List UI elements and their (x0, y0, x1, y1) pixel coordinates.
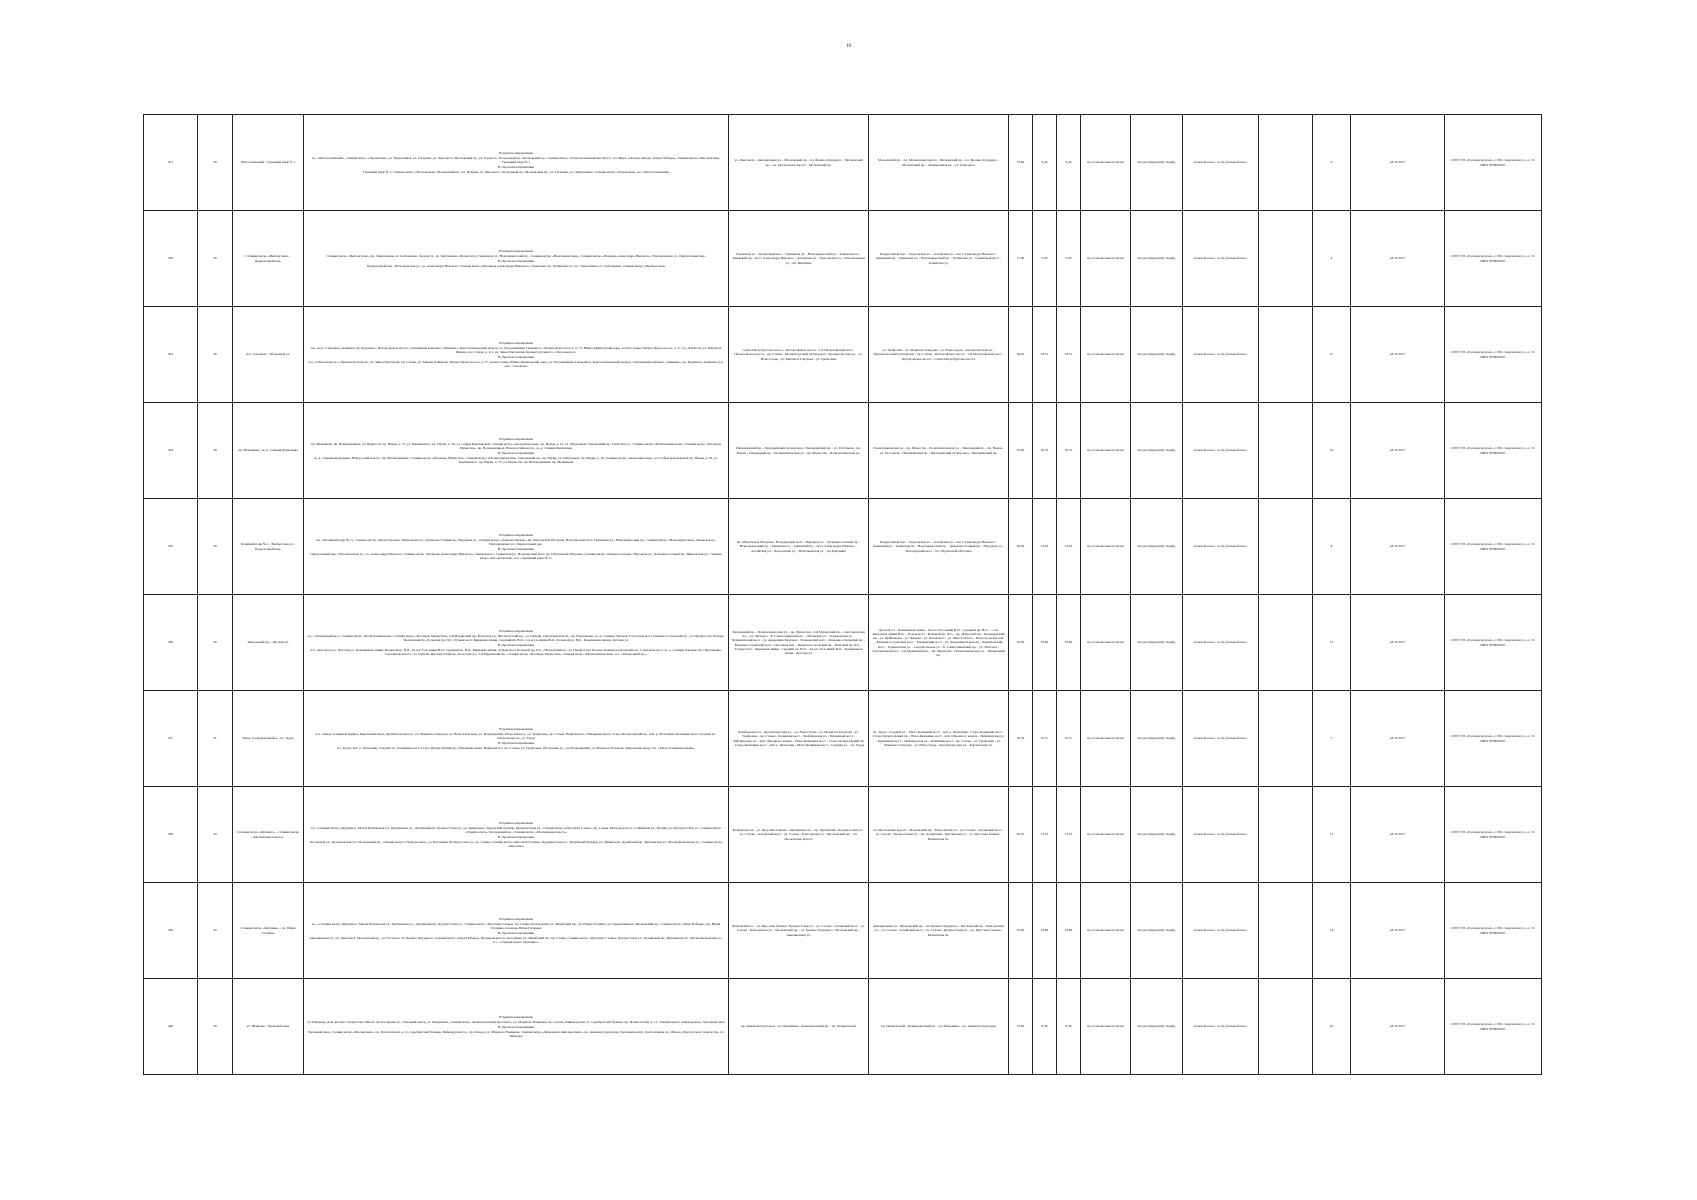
route-name: Малоохтинский - Троицкий парк № 1 (233, 115, 304, 211)
operator: СПб ГУП «Горэлектротранс», СПб, Сызранская ул., д. 15, ИНН 7830001927 (1445, 691, 1542, 787)
table-row (144, 691, 1542, 787)
route-stops (304, 595, 729, 691)
backward-label: В обратном направлении (497, 931, 535, 936)
registry-number: 435 (144, 499, 198, 595)
route-name: Станция метро «Выборгская» - Переулочный пер. (233, 211, 304, 307)
streets-backward: Детская ул. - Кожевенная линия - 22-я и 23-я линии В.О. - Средний пр. В.О. - 1-я и Кадетская линии В.О. - Тучков мост - Большой пр. П.С. - пр. Добролюбова - Кронверкский пр. - ул. Куйбышева - ул. Чапаева - ул. Котовского - ул. Льва Толстого - Петроградская наб. - Каменноостровский мост - Ушаковский мост - ул. Академика Крылова - Черняховский мост - Торжковская ул. - Сердобольская ул. - Б. Сампсониевский пр. - ул. Энгельса - Светлановская пл. - 2-й Муринский пр. - пр. Мужества - Политехническая ул. - Тихорецкий пр. (869, 595, 1009, 691)
streets-forward: Тихорецкий пр. - Политехническая ул. - пр. Мужества - 2-й Муринский пр. - Светлановская пл. - ул. Энгельса - Б. Сампсониевский пр. - Литовская ул. - Торжковская ул. - Черняховский мост - ул. Академика Крылова - Ушаковский мост - Каменноостровский пр. - Каменноостровский мост - Песочная наб. - Каменноостровский пр. - Большой пр. П.С. - Тучков мост - Биржевая линия - Средний пр. В.О. - 22-я и 23-я линии В.О. - Кожевенная линия - Детская ул. (729, 595, 869, 691)
streets-forward: Балканская пл. - ул. Ярослава Гашека - Купчинская ул. - пр. Дунайский - Бухарестская ул. - ул. Салова - Алтайский мост - ул. Салова - Благодатная ул. - Московский пр. - пл. Московские ворота (729, 787, 869, 883)
table-row (144, 499, 1542, 595)
backward-label: В обратном направлении (497, 547, 535, 552)
streets-forward: Корабельная ул. - Кронштадтская ул. - ул. Новостроек - ул. Маршала Говорова - ул. Трефолева - пр. Стачек - Калинкин мост - Лифляндская ул. - Бумажный мост - Лифляндская ул. - наб. Обводного канала - Ново-Калинкин мост - Старо-Петергофский пр. - Старо-Калинкин мост - наб. р. Фонтанки - Мало-Калинкин мост - Садовая ул. - пл. Труда (729, 691, 869, 787)
backward-label: В обратном направлении (497, 259, 535, 264)
tariff: По регулируемому тарифу (1131, 787, 1183, 883)
start-date: 18.12.2015 (1351, 499, 1445, 595)
stop-order: на остановочных пунктах (1081, 307, 1131, 403)
vehicle-class: большой класс, особо большой класс (1183, 403, 1259, 499)
vehicle-count: 4 (1313, 211, 1351, 307)
backward-stops: Переулочный пер., Исполкомская ул., ул. Александра Невского, станция метро «Площадь Александра Невского», Заневская пл., Гранитная ул., Володарский мост, пр. Обуховской Обороны, станция метро «Ломоносовская», Народная ул., Дальневосточный пр., Ивановская ул., станция метро «Пролетарская», п.к. «Троицкий парк № 1» (310, 551, 722, 561)
tariff: По регулируемому тарифу (1131, 883, 1183, 979)
streets-backward: ул. Трефолева - ул. Маршала Говорова - ул. Новостроек - Кронштадтская ул. - Кронштадтский путепровод - пр. Стачек - Петергофское шоссе - 1-й Петергофский мост - Петергофское шоссе - Санкт-Петербургское шоссе (869, 307, 1009, 403)
registry-body (144, 115, 1542, 1075)
stop-order: на остановочных пунктах (1081, 595, 1131, 691)
vehicle-count: 12 (1313, 787, 1351, 883)
length-backward: 6,30 (1057, 979, 1081, 1075)
forward-label: В прямом направлении (499, 1015, 533, 1020)
length-forward: 10,35 (1033, 403, 1057, 499)
tariff: По регулируемому тарифу (1131, 595, 1183, 691)
backward-label: В обратном направлении (497, 1024, 535, 1029)
streets-forward: Пискарёвский пр. - Пискарёвский путепровод - Пискарёвский пр. - ул. Руставели - пр. Науки - Тихорецкий пр. - Политехническая ул. - пр. Мужества - Политехническая ул. (729, 403, 869, 499)
length-forward: 18,10 (1033, 307, 1057, 403)
streets-backward: Московский пр. - пл. Московские ворота - Московский пр. - пл. Бранно Огрудного - Московский пр. - Авиационная ул. - ул. Ленсовета (869, 115, 1009, 211)
table-row (144, 307, 1542, 403)
route-name: пос. Стрельна - Оборонная ул. (233, 307, 304, 403)
vehicle-count: 10 (1313, 979, 1351, 1075)
length-backward: 5,65 (1057, 211, 1081, 307)
operator: СПб ГУП «Горэлектротранс», СПб, Сызранская ул., д. 15, ИНН 7830001927 (1445, 787, 1542, 883)
route-stops (304, 115, 729, 211)
route-name: Завод «Северная верфь» - пл. Труда (233, 691, 304, 787)
vehicle-class: большой класс, особо большой класс (1183, 979, 1259, 1075)
empty-cell (1259, 595, 1313, 691)
streets-forward: Балканская пл. - ул. Ярослава Гашека - Бухарестская ул. - ул. Салова - Алтайский мост - ул. Салова - Благодатная ул. - Московский пр. - ул. Бранно Огрудного - Московский пр. - Авиационная ул. (729, 883, 869, 979)
operator: СПб ГУП «Горэлектротранс», СПб, Сызранская ул., д. 15, ИНН 7830001927 (1445, 979, 1542, 1075)
length-total: 36,20 (1009, 307, 1033, 403)
vehicle-count: 27 (1313, 307, 1351, 403)
route-number: 45 (198, 883, 233, 979)
empty-cell (1259, 403, 1313, 499)
backward-label: В обратном направлении (497, 741, 535, 746)
backward-stops: п.к. «Оборонная ул.», Кронштадтская пл., ул. Зины Портновой, пр. Стачек, ул. Маршала Жукова, Петергофское шоссе, д. 57, Аллея Славы, Южно-Приморский парк, ул. Пограничника Гарькавого, Константиновский дворец, спортивный комплекс «Ленинец», пр. Буденного, Каменка, п.к. «пос. Стрельна» (308, 359, 724, 369)
vehicle-count: 14 (1313, 883, 1351, 979)
empty-cell (1259, 307, 1313, 403)
registry-number: 440 (144, 979, 198, 1075)
length-forward: 9,15 (1033, 691, 1057, 787)
empty-cell (1259, 211, 1313, 307)
empty-cell (1259, 787, 1313, 883)
stop-order: на остановочных пунктах (1081, 115, 1131, 211)
length-backward: 10,55 (1057, 403, 1081, 499)
length-backward: 9,20 (1057, 115, 1081, 211)
vehicle-class: большой класс, особо большой класс (1183, 883, 1259, 979)
vehicle-count: 16 (1313, 403, 1351, 499)
route-stops (304, 403, 729, 499)
route-stops (304, 883, 729, 979)
stop-order: на остановочных пунктах (1081, 691, 1131, 787)
forward-stops: ул. Шаврова, Дом детского творчества, Школа, Долгоозёрная ул., Торговый центр, ул. Ильюшина, станция метро «Комендантский проспект», ул. Маршала Новикова, пр. Сизова, Байконурская ул., Серебристый бульвар, пр. Испытателей, д. 11, станция метро «Пионерская», Удельный парк (307, 1020, 725, 1025)
forward-label: В прямом направлении (499, 437, 533, 442)
route-number: 38 (198, 403, 233, 499)
stop-order: на остановочных пунктах (1081, 211, 1131, 307)
forward-label: В прямом направлении (499, 917, 533, 922)
length-total: 11,30 (1009, 211, 1033, 307)
length-total: 26,50 (1009, 787, 1033, 883)
tariff: По регулируемому тарифу (1131, 115, 1183, 211)
length-total: 18,30 (1009, 691, 1033, 787)
streets-backward: пр. Испытателей - Комендантский пр. - ул. Ильюшина - пр. Авиаконструкторов (869, 979, 1009, 1075)
route-number: 39 (198, 499, 233, 595)
length-backward: 19,80 (1057, 595, 1081, 691)
operator: СПб ГУП «Горэлектротранс», СПб, Сызранская ул., д. 15, ИНН 7830001927 (1445, 595, 1542, 691)
backward-stops: Троицкий парк № 1, станция метро «Московская», Московский пр., пл. Победы, ул. Ленсовета, Загородный пр., Московский пр., ул. Гагарина, ул. Энергетиков, станция метро «Ладожская», п.с. «Малоохтинский» (362, 170, 670, 175)
tariff: По регулируемому тарифу (1131, 499, 1183, 595)
vehicle-count: 7 (1313, 691, 1351, 787)
start-date: 18.12.2015 (1351, 979, 1445, 1075)
route-name: ул. Шаврова - Удельный парк (233, 979, 304, 1075)
vehicle-class: большой класс, особо большой класс (1183, 307, 1259, 403)
stop-order: на остановочных пунктах (1081, 787, 1131, 883)
streets-backward: Авиационная ул. - Московский пр. - пл. Бранно Огрудного - Московский пр. - Благодатная ул. - ул. Салова - Алтайский мост - ул. Салова - Бухарестская ул. - ул. Ярослава Гашека - Балканская пл. (869, 883, 1009, 979)
vehicle-class: большой класс, особо большой класс (1183, 787, 1259, 883)
backward-stops: Заставская ул., Кузнецовская ул., Московский пр., станция метро «Электросила», ул. Бассейная, Бухарестская ул., пр. Славы, станция метро «Проспект Славы», Будапештская ул., Загребский бульвар, ул. Димитрова, Дунайский пр., Купчинская ул., Малая Балканская ул., станция метро «Купчино» (309, 839, 723, 849)
backward-stops: пл. Труда, наб. р. Фонтанки, Садовая ул., Калинкин мост, Старо-Петергофский пр., Обводный канал, Нарвская пл., пр. Стачек, ул. Трефолева, Оборонная ул., ул. Возрождения, ул. Маршала Говорова, Кировский завод, п.к. «Завод «Северная верфь» (337, 746, 695, 751)
route-stops (304, 691, 729, 787)
backward-stops: п.к. «Детская ул.», Детская ул., Кожевенная линия, Большой пр. В.О., 22-я и 23-я линии В.О., Средний пр. В.О., Биржевая линия, Тучков мост, Большой пр. П.С., Чкаловский пр., ул. Профессора Попова, Каменноостровский пр., Строганов мост, ж.-д. станция Ланская, пр. Пархоменко, Светлановская пл., ул. Орбели, Институтский пр., Болотная ул., 2-й Муринский пр., станция метро «Площадь Мужества», станция метро «Политехническая», п.с. «Тихорецкий пр.» (310, 647, 722, 657)
page-number: 10 (846, 44, 851, 49)
operator: СПб ГУП «Горэлектротранс», СПб, Сызранская ул., д. 15, ИНН 7830001927 (1445, 211, 1542, 307)
table-row (144, 403, 1542, 499)
streets-backward: пл. Московские ворота - Московский пр. - Благодатная ул. - ул. Салова - Алтайский мост - ул. Салова - Бухарестская ул. - пр. Дунайский - Купчинская ул. - ул. Ярослава Гашека - Балканская пл. (869, 787, 1009, 883)
vehicle-count: 8 (1313, 499, 1351, 595)
streets-backward: Переулочный пер. - Херсонская ул. - Алтайская ул. - мост Александра Невского - Заневский пр. - Заневская пл. - Новочеркасский пр. - Дальневосточный пр. - Народная ул. - Володарский мост - пр. Обуховской Обороны (869, 499, 1009, 595)
table-row (144, 979, 1542, 1075)
route-stops (304, 787, 729, 883)
length-forward: 14,80 (1033, 883, 1057, 979)
length-backward: 14,80 (1057, 883, 1081, 979)
route-number: 29 (198, 115, 233, 211)
streets-forward: Санкт-Петербургское шоссе - Петергофское шоссе - 1-й Петергофский мост - Петергофское шоссе - пр. Стачек - Кронштадтский путепровод - Кронштадтская ул. - ул. Новостроек - ул. Маршала Говорова - ул. Трефолева (729, 307, 869, 403)
start-date: 18.12.2015 (1351, 883, 1445, 979)
backward-label: В обратном направлении (497, 643, 535, 648)
streets-forward: ул. Ленсовета - Авиационная ул. - Московский пр. - пл. Бранно Огрудного - Московский пр. - пл. Московские ворота - Московский пр. (729, 115, 869, 211)
vehicle-class: большой класс, особо большой класс (1183, 691, 1259, 787)
streets-forward: пр. Обуховской Обороны - Володарский мост - Народная ул. - Дальневосточный пр. - Новочеркасский пр. - Заневская пл. - Заневский пр. - мост Александра Невского - Алтайская ул. - Херсонская ул. - Исполкомская ул. - пр. Бакунина (729, 499, 869, 595)
stop-order: на остановочных пунктах (1081, 403, 1131, 499)
start-date: 18.12.2015 (1351, 115, 1445, 211)
length-backward: 14,20 (1057, 499, 1081, 595)
forward-label: В прямом направлении (499, 249, 533, 254)
registry-number: 436 (144, 595, 198, 691)
forward-label: В прямом направлении (499, 821, 533, 826)
registry-number: 431 (144, 115, 198, 211)
length-backward: 13,25 (1057, 787, 1081, 883)
route-number: 40 (198, 595, 233, 691)
length-forward: 13,25 (1033, 787, 1057, 883)
forward-stops: п.с. «Тихорецкий пр.», станция метро «Политехническая», станция метро «Площадь Мужества», 2-й Муринский пр., Болотная ул., Институтский пр., ул. Орбели, Светлановская пл., пр. Пархоменко, ж.-д. станция Ланская, Строганов мост, Каменноостровский пр., ул. Профессора Попова, Чкаловский пр., Большой пр. П.С., Тучков мост, Биржевая линия, Средний пр. В.О., 1-я и 2-я линии В.О., Большой пр. В.О., Кожевенная линия, Детская ул. (307, 634, 725, 643)
route-number: 49 (198, 979, 233, 1075)
forward-label: В прямом направлении (499, 533, 533, 538)
start-date: 18.12.2015 (1351, 787, 1445, 883)
start-date: 18.12.2015 (1351, 691, 1445, 787)
vehicle-class: большой класс, особо большой класс (1183, 595, 1259, 691)
vehicle-count: 9 (1313, 115, 1351, 211)
length-total: 29,60 (1009, 883, 1033, 979)
backward-stops: Авиационная ул., ул. Ленсовета, Московский пр., ул. Гастелло, пл. Бранно Огрудного, станция метро «Парк Победы», Кузнецовская ул., Бассейная ул., Витебский пр., пр. Славы, станция метро «Проспект Славы», Бухарестская ул., Дунайский пр., Купчинская ул., Малая Балканская ул., п.с. «станция метро «Купчино» (309, 935, 723, 945)
empty-cell (1259, 499, 1313, 595)
registry-number: 439 (144, 883, 198, 979)
registry-number: 438 (144, 787, 198, 883)
registry-number: 433 (144, 307, 198, 403)
table-row (144, 883, 1542, 979)
empty-cell (1259, 115, 1313, 211)
length-forward: 6,30 (1033, 979, 1057, 1075)
length-total: 28,40 (1009, 499, 1033, 595)
tariff: По регулируемому тарифу (1131, 979, 1183, 1075)
start-date: 18.12.2015 (1351, 595, 1445, 691)
table-row (144, 115, 1542, 211)
forward-label: В прямом направлении (499, 151, 533, 156)
empty-cell (1259, 979, 1313, 1075)
operator: СПб ГУП «Горэлектротранс», СПб, Сызранская ул., д. 15, ИНН 7830001927 (1445, 403, 1542, 499)
route-number: 36 (198, 307, 233, 403)
route-number: 30 (198, 211, 233, 307)
backward-label: В обратном направлении (497, 451, 535, 456)
length-forward: 9,20 (1033, 115, 1057, 211)
length-backward: 9,15 (1057, 691, 1081, 787)
forward-label: В прямом направлении (499, 629, 533, 634)
length-forward: 14,20 (1033, 499, 1057, 595)
streets-forward: пр. Авиаконструкторов - ул. Ильюшина - Комендантский пр. - пр. Испытателей (729, 979, 869, 1075)
length-forward: 19,80 (1033, 595, 1057, 691)
tariff: По регулируемому тарифу (1131, 403, 1183, 499)
table-row (144, 787, 1542, 883)
vehicle-count: 15 (1313, 595, 1351, 691)
route-registry-table (143, 114, 1542, 1075)
vehicle-class: большой класс, особо большой класс (1183, 499, 1259, 595)
start-date: 18.12.2015 (1351, 307, 1445, 403)
backward-stops: Переулочный пер., Исполкомская ул., ул. Александра Невского, станция метро «Площадь Александра Невского», Заневская пл., Гранитная ул., пр. Энергетиков, по требованию, станция метро «Выборгская» (366, 263, 666, 268)
forward-stops: п.с. «станция метро «Купчино», Малая Балканская ул., Купчинская ул., Дунайский пр., Бухарестская ул., ул. Димитрова, Загребский бульвар, Будапештская ул., станция метро «Проспект Славы», пр. Славы, Белградская ул., Софийская ул., Фучика ул., Бухарестская ул., станция метро «Электросила», Московский пр., станция метро «Московские ворота» (310, 826, 722, 835)
forward-stops: п.к. «пос. Стрельна», Каменка, пр. Буденного, Петергофское шоссе, спортивный комплекс «Ленинец», Константиновский дворец, ул. Пограничника Гарькавого, Петергофское шоссе, д. 73, Южно-Приморский парк, Аллея Славы, Петергофское шоссе, д. 57, ул. Доблести, ул. Маршала Жукова, пр. Стачек, д. 111, ул. Зины Портновой, Кронштадтская пл., Оборонная ул. (310, 346, 722, 355)
forward-stops: п.к. «Завод «Северная верфь», Кировский завод, Кронштадтская ул., ул. Маршала Говорова, ул. Васи Алексеева, ул. Возрождения, Оборонная ул., ул. Трефолева, пр. Стачек, Нарвская пл., Обводный канал, Старо-Петергофский пр., наб. р. Фонтанки, Калинкин мост, Садовая ул., Театральная пл., ул. Труда (315, 732, 717, 741)
table-row (144, 595, 1542, 691)
forward-stops: п.с. «Малоохтинский», станция метро «Ладожская», ул. Энергетиков, ул. Гагарина, ул. Ленсовета, Московский пр., ул. Горького, Загородный пр., Московский пр., станция метро «Технологический институт», пл. Мира, площадь Звезда, «Парк Победы», станция метро «Московская», Троицкий парк № 1 (311, 156, 721, 165)
table-row (144, 211, 1542, 307)
route-name: пр. Мечникова - ж.-д. станция Кушелевка (233, 403, 304, 499)
vehicle-class: большой класс, особо большой класс (1183, 115, 1259, 211)
route-name: Станция метро «Купчино» - станция метро «Московские ворота» (233, 787, 304, 883)
forward-stops: пр. Мечникова, пр. Непокорённых, ул. Верности, пр. Науки, д. 75, ул. Карпинского, пр. Науки, д. 30, ул. Софьи Ковалевской, станция метро «Академическая», пр. Науки, д. 10, ул. Обручевых, Тихорецкий пр., Гжатская ул., станция метро «Политехническая», станция метро «Площадь Мужества», пр. Непокорённых, Новороссийская ул., ж.-д. станция Кушелевка (310, 442, 722, 451)
route-name: Станция метро «Купчино» - пл. Юрия Гагарина (233, 883, 304, 979)
route-stops (304, 499, 729, 595)
registry-number: 432 (144, 211, 198, 307)
forward-stops: п.с. «станция метро «Купчино», Малая Балканская ул., Купчинская ул., Дунайский пр., Бухарестская ул., станция метро «Проспект Славы», пр. Славы, Белградская ул., Витебский пр., пр. Юрия Гагарина, ул. Орджоникидзе, Московский пр., станция метро «Парк Победы», пр. Юрия Гагарина, площадь Юрия Гагарина (311, 922, 721, 931)
route-stops (304, 307, 729, 403)
stop-order: на остановочных пунктах (1081, 499, 1131, 595)
operator: СПб ГУП «Горэлектротранс», СПб, Сызранская ул., д. 15, ИНН 7830001927 (1445, 883, 1542, 979)
registry-number: 434 (144, 403, 198, 499)
streets-forward: Гранитная ул. - Гранитный мост - Гранитная ул. - Новочеркасский пр. - Заневская пл. - Заневский пр. - мост Александра Невского - Алтайская ул. - Херсонская ул. - Исполкомская ул. - пр. Бакунина (729, 211, 869, 307)
tariff: По регулируемому тарифу (1131, 211, 1183, 307)
start-date: 18.12.2015 (1351, 211, 1445, 307)
route-name: Тихорецкий пр. - Детская ул. (233, 595, 304, 691)
route-stops (304, 211, 729, 307)
route-number: 43 (198, 787, 233, 883)
length-total: 20,90 (1009, 403, 1033, 499)
stop-order: на остановочных пунктах (1081, 979, 1131, 1075)
stop-order: на остановочных пунктах (1081, 883, 1131, 979)
backward-label: В обратном направлении (497, 165, 535, 170)
registry-number: 437 (144, 691, 198, 787)
length-total: 15,60 (1009, 115, 1033, 211)
operator: СПб ГУП «Горэлектротранс», СПб, Сызранская ул., д. 15, ИНН 7830001927 (1445, 499, 1542, 595)
length-total: 12,60 (1009, 979, 1033, 1075)
forward-label: В прямом направлении (499, 341, 533, 346)
length-backward: 18,10 (1057, 307, 1081, 403)
empty-cell (1259, 883, 1313, 979)
streets-backward: Политехническая ул. - пр. Мужества - Политехническая ул. - Тихорецкий пр. - пр. Науки - ул. Руставели - Пискарёвский пр. - Пискарёвский путепровод - Пискарёвский пр. (869, 403, 1009, 499)
streets-backward: пл. Труда - Садовая ул. - Мало-Калинкин мост - наб. р. Фонтанки - Старо-Калинкин мост - Старо-Петергофский пр. - Ново-Калинкин мост - наб. Обводного канала - Лифляндская ул. - Бумажный мост - Лифляндская ул. - Калинкин мост - пр. Стачек - ул. Трефолева - ул. Маршала Говорова - ул. Новостроек - Кронштадтская ул. - Корабельная ул. (869, 691, 1009, 787)
streets-backward: Переулочный пер. - Херсонская ул. - Алтайская ул. - мост Александра Невского - Заневский пр. - Заневская пл. - Новочеркасский пр. - Гранитная ул. - Гранитный мост - Гранитная ул. (869, 211, 1009, 307)
vehicle-class: большой класс, особо большой класс (1183, 211, 1259, 307)
operator: СПб ГУП «Горэлектротранс», СПб, Сызранская ул., д. 15, ИНН 7830001927 (1445, 115, 1542, 211)
backward-stops: Удельный парк, станция метро «Пионерская», пр. Испытателей, д. 11, Серебристый бульвар, Байконурская ул., пр. Сизова, ул. Маршала Новикова, станция метро «Комендантский проспект», пр. Авиаконструкторов, Торговый центр, Долгоозёрная ул., Школа, Дом детского творчества, ул. Шаврова (307, 1029, 725, 1039)
route-number: 41 (198, 691, 233, 787)
forward-label: В прямом направлении (499, 727, 533, 732)
route-stops (304, 979, 729, 1075)
length-forward: 5,65 (1033, 211, 1057, 307)
operator: СПб ГУП «Горэлектротранс», СПб, Сызранская ул., д. 15, ИНН 7830001927 (1445, 307, 1542, 403)
backward-label: В обратном направлении (497, 835, 535, 840)
empty-cell (1259, 691, 1313, 787)
route-name: Троицкий парк № 1 - Выборгская ул. - Переулочный пер. (233, 499, 304, 595)
length-total: 39,60 (1009, 595, 1033, 691)
forward-stops: п.к. «Троицкий парк № 1», станция метро «Пролетарская», Ивановская ул., Дальневосточный пр., Народная ул., станция метро «Ломоносовская», пр. Обуховской Обороны, Володарский мост, Гранитная ул., Новочеркасский пр., станция метро «Новочеркасская», Заневская пл., Исполкомская ул., Переулочный пер. (315, 538, 717, 547)
forward-stops: станция метро «Выборгская», пр. Энергетиков, по требованию, Лесная ул., по требованию, Малая Охта, Гранитная ул., Новочеркасский пр., станция метро «Новочеркасская», станция метро «Площадь Александра Невского», Исполкомская ул., Переулочный пер. (326, 254, 706, 259)
tariff: По регулируемому тарифу (1131, 691, 1183, 787)
start-date: 18.12.2015 (1351, 403, 1445, 499)
backward-stops: ж.-д. станция Кушелевка, Новороссийская ул., пр. Непокорённых, станция метро «Площадь Мужества», станция метро «Политехническая», Тихорецкий пр., пр. Науки, ул. Обручевых, пр. Науки, д. 10, станция метро «Академическая», ул. Софьи Ковалевской, пр. Науки, д. 30, ул. Карпинского, пр. Науки, д. 75, ул. Верности, пр. Непокорённых, пр. Мечникова (314, 455, 718, 465)
backward-label: В обратном направлении (497, 355, 535, 360)
tariff: По регулируемому тарифу (1131, 307, 1183, 403)
